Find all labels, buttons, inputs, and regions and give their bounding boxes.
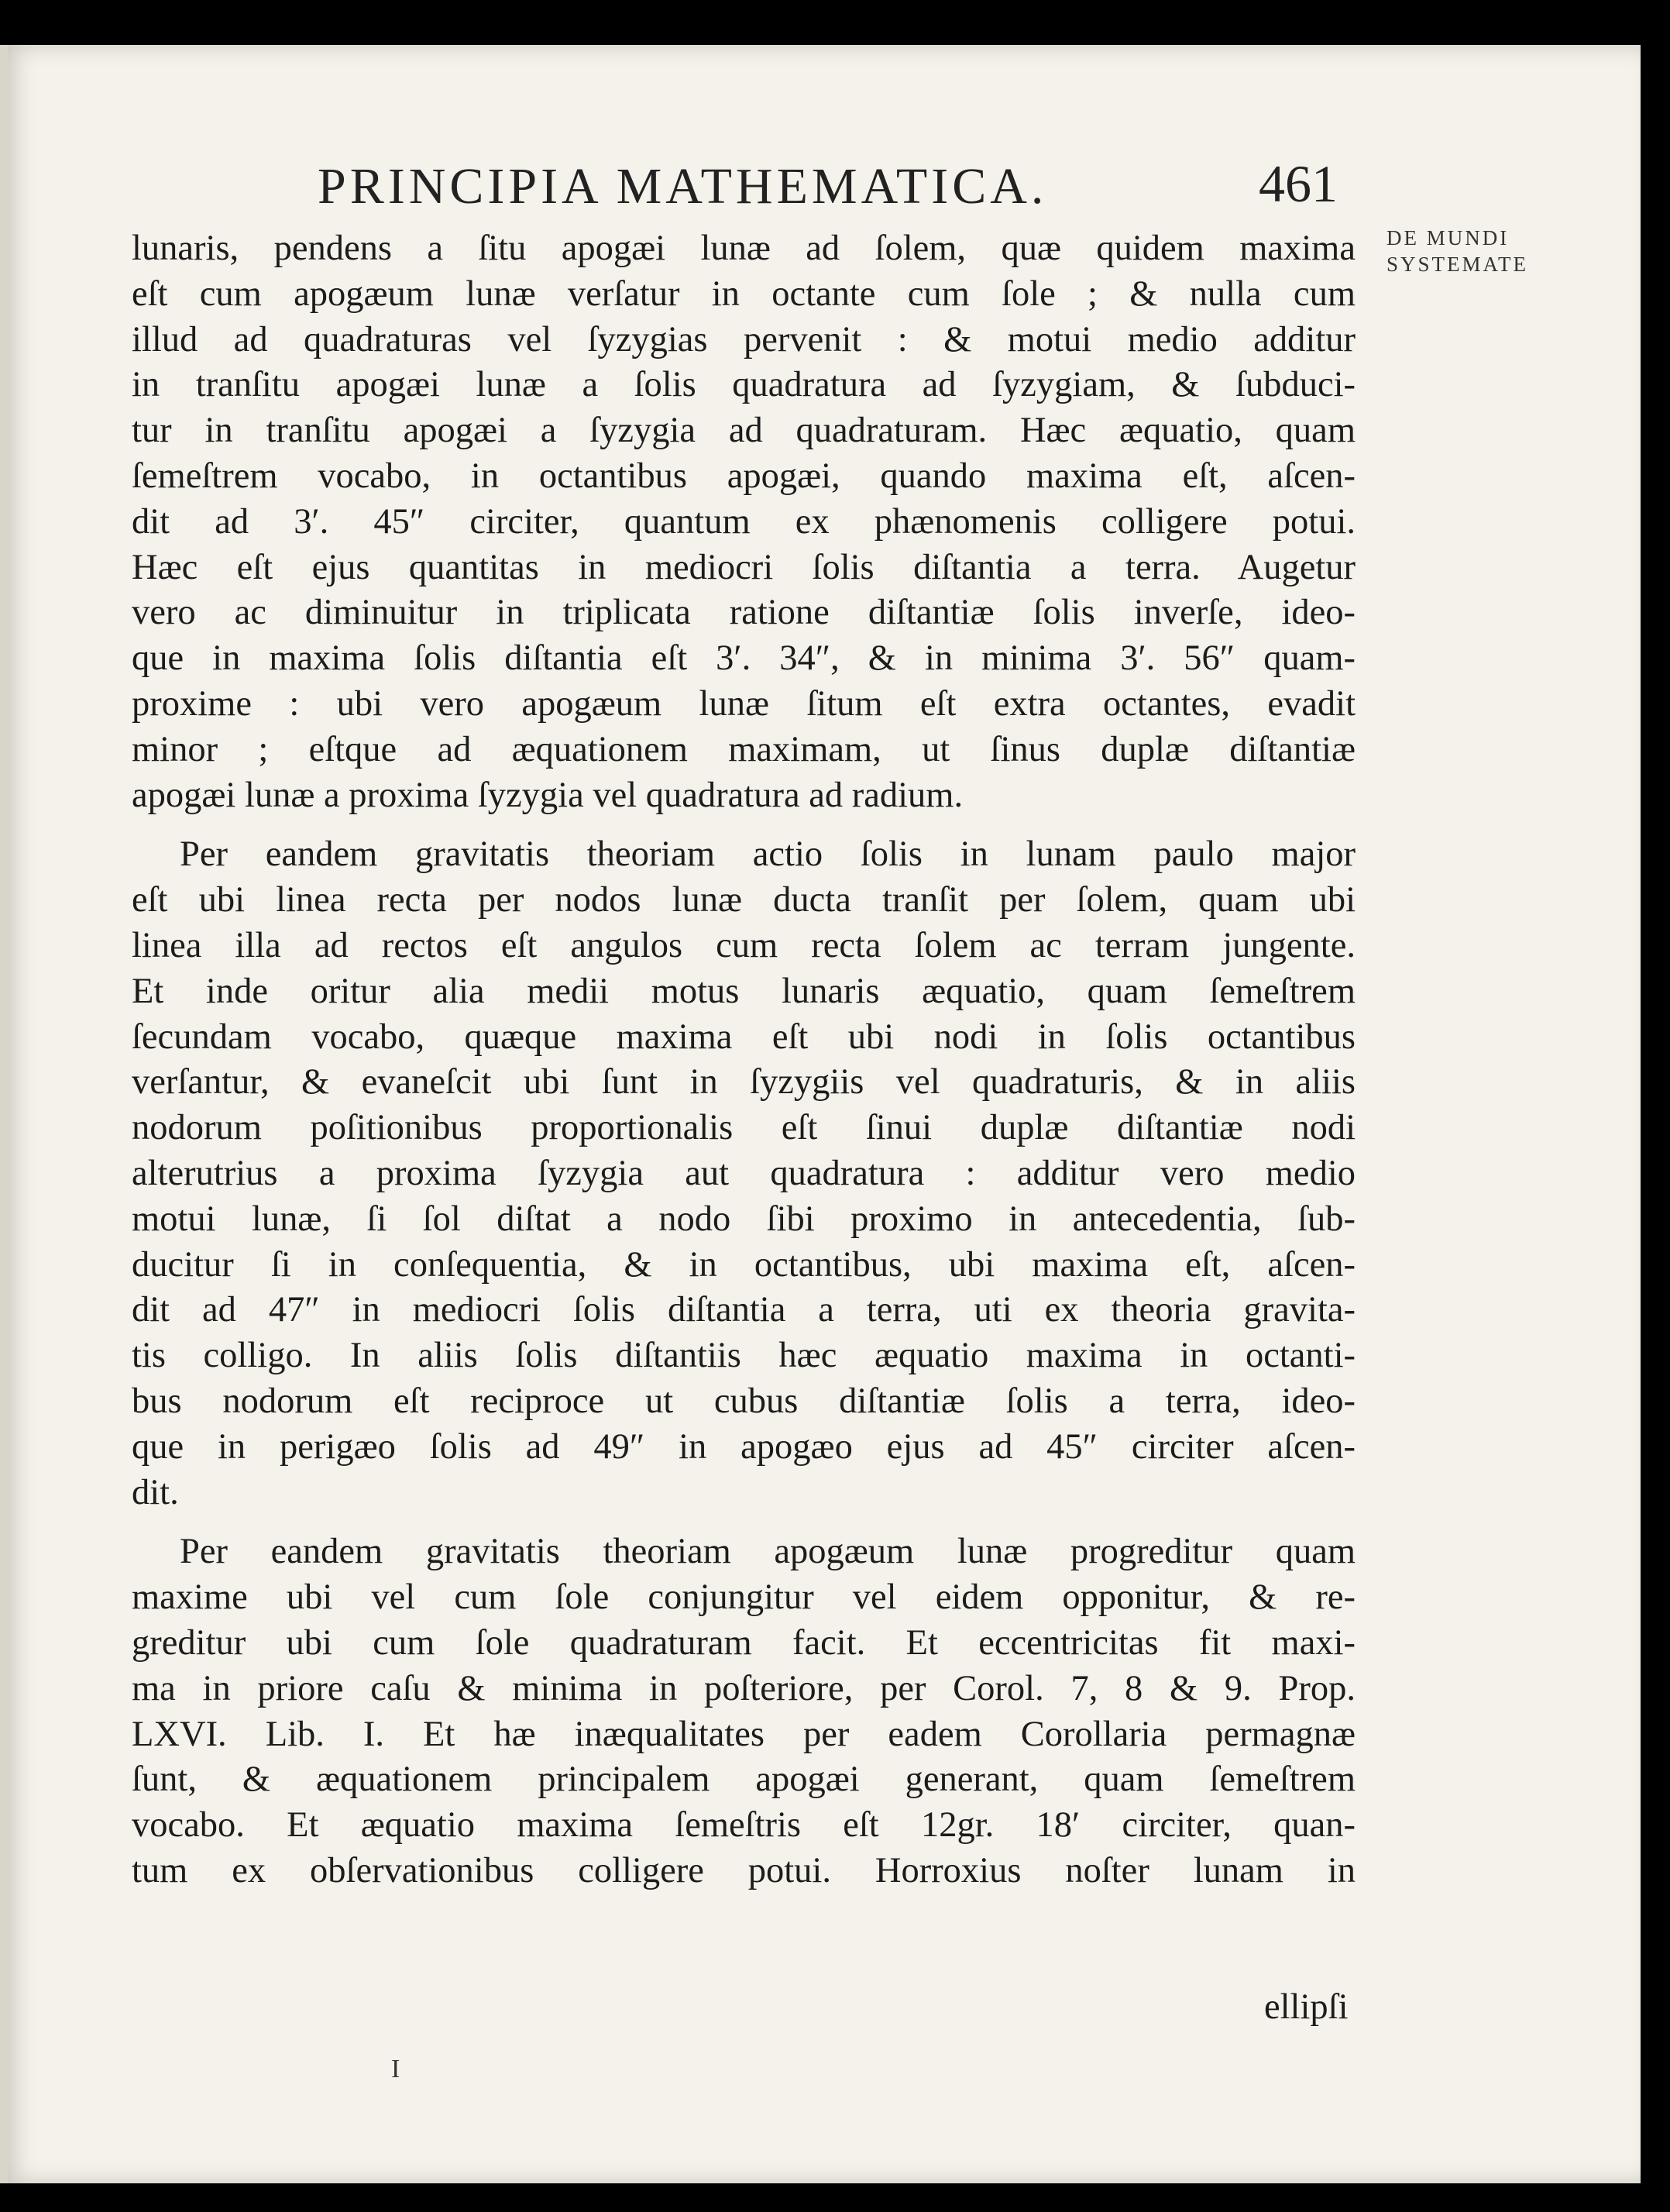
text-line: proxime : ubi vero apogæum lunæ ſitum eſt extra octantes, evadit — [132, 683, 1356, 724]
text-line: que in maxima ſolis diſtantia eſt 3′. 34″, & in minima 3′. 56″ quam- — [132, 638, 1356, 679]
paragraph — [132, 1529, 1356, 1894]
text-line: tum ex obſervationibus colligere potui. Horroxius noſter lunam in — [132, 1850, 1356, 1890]
text-line: Per eandem gravitatis theoriam apogæum lunæ progreditur quam — [180, 1532, 1356, 1572]
text-line: eſt ubi linea recta per nodos lunæ ducta tranſit per ſolem, quam ubi — [132, 880, 1356, 920]
text-line: tis colligo. In aliis ſolis diſtantiis hæc æquatio maxima in octanti- — [132, 1336, 1356, 1376]
text-line: linea illa ad rectos eſt angulos cum recta ſolem ac terram jungente. — [132, 925, 1356, 965]
margin-note-line: DE MUNDI — [1387, 226, 1510, 249]
text-line: dit ad 47″ in mediocri ſolis diſtantia a terra, uti ex theoria gravita- — [132, 1290, 1356, 1330]
text-line: maxime ubi vel cum ſole conjungitur vel eidem opponitur, & re- — [132, 1577, 1356, 1618]
text-line: dit ad 3′. 45″ circiter, quantum ex phænomenis colligere potui. — [132, 501, 1356, 542]
text-line: Et inde oritur alia medii motus lunaris æquatio, quam ſemeſtrem — [132, 971, 1356, 1011]
text-line: ſemeſtrem vocabo, in octantibus apogæi, quando maxima eſt, aſcen- — [132, 456, 1356, 496]
body-text — [132, 226, 1356, 1894]
running-head: PRINCIPIA MATHEMATICA. — [318, 158, 1048, 215]
margin-note-line: SYSTEMATE — [1387, 253, 1529, 276]
text-line: nodorum poſitionibus proportionalis eſt ſinui duplæ diſtantiæ nodi — [132, 1108, 1356, 1148]
text-line: greditur ubi cum ſole quadraturam facit. Et eccentricitas fit maxi- — [132, 1622, 1356, 1663]
text-line: Per eandem gravitatis theoriam actio ſolis in lunam paulo major — [180, 834, 1356, 875]
text-line: que in perigæo ſolis ad 49″ in apogæo ejus ad 45″ circiter aſcen- — [132, 1426, 1356, 1467]
text-line: in tranſitu apogæi lunæ a ſolis quadratura ad ſyzygiam, & ſubduci- — [132, 365, 1356, 405]
text-line: motui lunæ, ſi ſol diſtat a nodo ſibi proximo in antecedentia, ſub- — [132, 1199, 1356, 1239]
catchword: ellipſi — [1264, 1987, 1349, 2027]
book-page — [0, 45, 1641, 2183]
text-line: Hæc eſt ejus quantitas in mediocri ſolis diſtantia a terra. Augetur — [132, 547, 1356, 587]
text-line: minor ; eſtque ad æquationem maximam, ut ſinus duplæ diſtantiæ — [132, 729, 1356, 769]
text-line: vero ac diminuitur in triplicata ratione diſtantiæ ſolis inverſe, ideo- — [132, 593, 1356, 633]
margin-note — [1387, 225, 1528, 277]
text-line: tur in tranſitu apogæi a ſyzygia ad quadraturam. Hæc æquatio, quam — [132, 411, 1356, 451]
text-line: vocabo. Et æquatio maxima ſemeſtris eſt 12gr. 18′ circiter, quan- — [132, 1805, 1356, 1846]
text-line: ſecundam vocabo, quæque maxima eſt ubi nodi in ſolis octantibus — [132, 1017, 1356, 1057]
text-line: dit. — [132, 1472, 179, 1512]
page-edge — [0, 45, 8, 2183]
text-line: eſt cum apogæum lunæ verſatur in octante cum ſole ; & nulla cum — [132, 273, 1356, 314]
text-line: bus nodorum eſt reciproce ut cubus diſtantiæ ſolis a terra, ideo- — [132, 1381, 1356, 1421]
text-line: illud ad quadraturas vel ſyzygias pervenit : & motui medio additur — [132, 319, 1356, 359]
text-line: ſunt, & æquationem principalem apogæi generant, quam ſemeſtrem — [132, 1760, 1356, 1800]
text-line: alterutrius a proxima ſyzygia aut quadratura : additur vero medio — [132, 1153, 1356, 1193]
text-line: verſantur, & evaneſcit ubi ſunt in ſyzygiis vel quadraturis, & in aliis — [132, 1062, 1356, 1103]
text-line: apogæi lunæ a proxima ſyzygia vel quadratura ad radium. — [132, 775, 964, 815]
paragraph — [132, 226, 1356, 818]
paragraph — [132, 832, 1356, 1515]
text-line: ducitur ſi in conſequentia, & in octantibus, ubi maxima eſt, aſcen- — [132, 1244, 1356, 1285]
text-line: LXVI. Lib. I. Et hæ inæqualitates per eadem Corollaria permagnæ — [132, 1714, 1356, 1754]
signature-mark: I — [391, 2055, 400, 2083]
page-number: 461 — [1259, 154, 1338, 213]
text-line: ma in priore caſu & minima in poſteriore, per Corol. 7, 8 & 9. Prop. — [132, 1668, 1356, 1708]
text-line: lunaris, pendens a ſitu apogæi lunæ ad ſolem, quæ quidem maxima — [132, 229, 1356, 268]
